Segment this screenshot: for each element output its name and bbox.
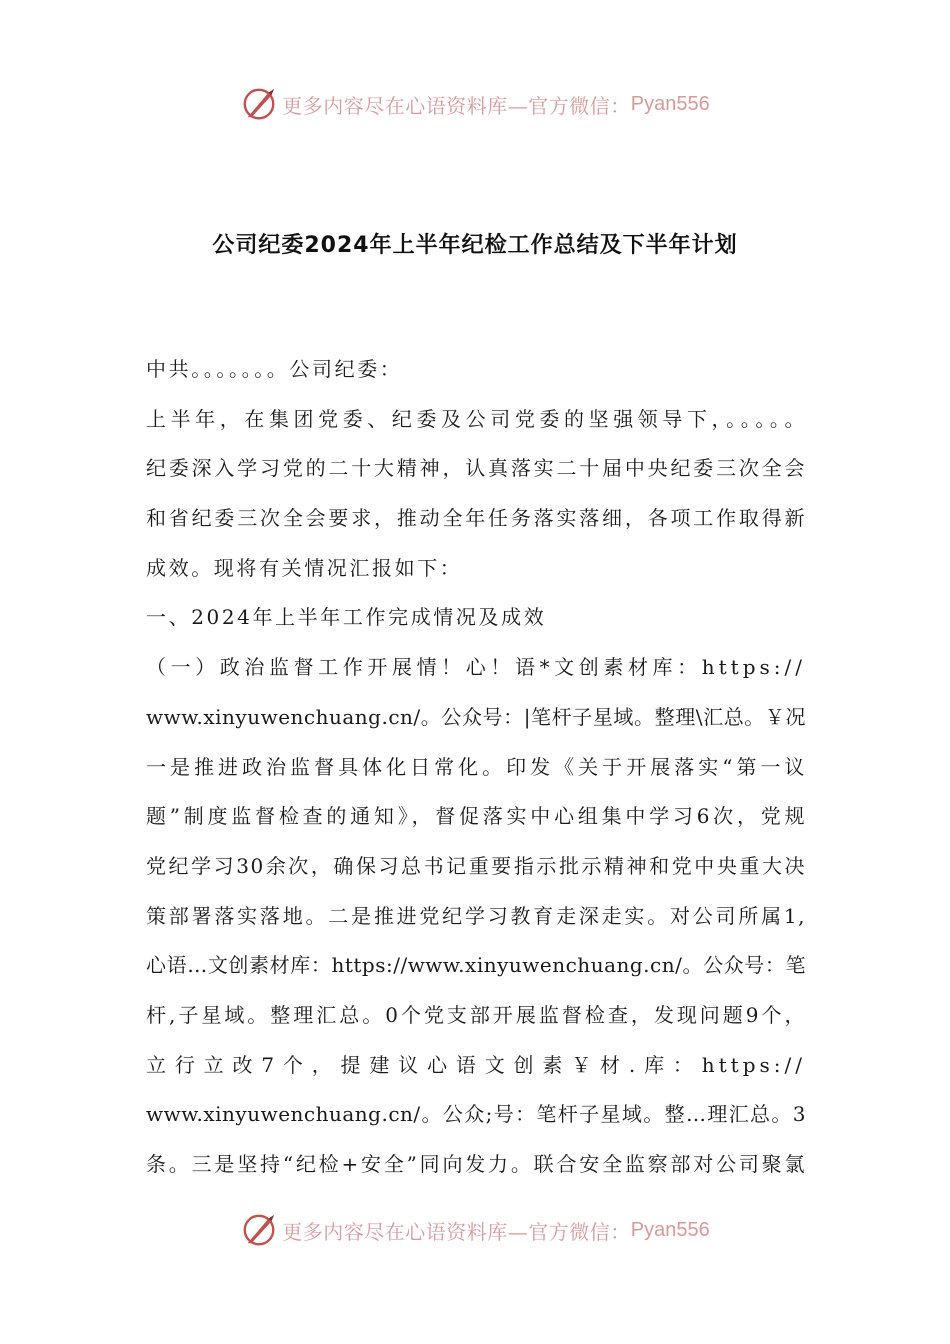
- banner-text: 更多内容尽在心语资料库—官方微信：: [282, 1219, 631, 1244]
- body-line: 心语…文创素材库：https://www.xinyuwenchuang.cn/。公众号：笔: [146, 953, 806, 978]
- body-line: 成效。现将有关情况汇报如下：: [146, 555, 463, 580]
- quill-logo-icon: [240, 85, 278, 123]
- header-watermark-banner: [0, 82, 950, 126]
- banner-text: 更多内容尽在心语资料库—官方微信：: [282, 93, 631, 118]
- body-line: 题”制度监督检查的通知》，督促落实中心组集中学习6次，党规: [146, 804, 806, 829]
- body-line: 和省纪委三次全会要求，推动全年任务落实落细，各项工作取得新: [146, 506, 806, 531]
- body-line: www.xinyuwenchuang.cn/。公众号：|笔杆子星域。整理\汇总。￥况: [146, 704, 806, 729]
- body-line: www.xinyuwenchuang.cn/。公众;号：笔杆子星域。整…理汇总。3: [146, 1102, 806, 1127]
- body-line: 一是推进政治监督具体化日常化。印发《关于开展落实“第一议: [146, 754, 806, 779]
- body-line: 纪委深入学习党的二十大精神，认真落实二十届中央纪委三次全会: [146, 456, 806, 481]
- quill-logo-icon: [240, 1211, 278, 1249]
- document-title: 公司纪委2024年上半年纪检工作总结及下半年计划: [212, 233, 738, 258]
- banner-wechat-id: Pyan556: [630, 1218, 710, 1241]
- body-line: 立行立改7个，提建议心语文创素￥材.库：https://: [146, 1052, 806, 1077]
- body-line: 党纪学习30余次，确保习总书记重要指示批示精神和党中央重大决: [146, 853, 806, 878]
- body-line: 中共。。。。。。。公司纪委：: [146, 357, 403, 381]
- body-line: 杆,子星域。整理汇总。0个党支部开展监督检查，发现问题9个，: [146, 1002, 806, 1027]
- document-body: [146, 345, 806, 1190]
- body-line: （一）政治监督工作开展情！心！语*文创素材库：https://: [146, 655, 806, 680]
- footer-watermark-banner: [0, 1208, 950, 1252]
- body-line: 策部署落实落地。二是推进党纪学习教育走深走实。对公司所属1,: [146, 903, 806, 928]
- section-heading: 一、2024年上半年工作完成情况及成效: [146, 605, 547, 630]
- body-line: 上半年，在集团党委、纪委及公司党委的坚强领导下，。。。。。: [146, 406, 806, 431]
- banner-wechat-id: Pyan556: [630, 92, 710, 115]
- body-line: 条。三是坚持“纪检+安全”同向发力。联合安全监察部对公司聚氯: [146, 1152, 806, 1176]
